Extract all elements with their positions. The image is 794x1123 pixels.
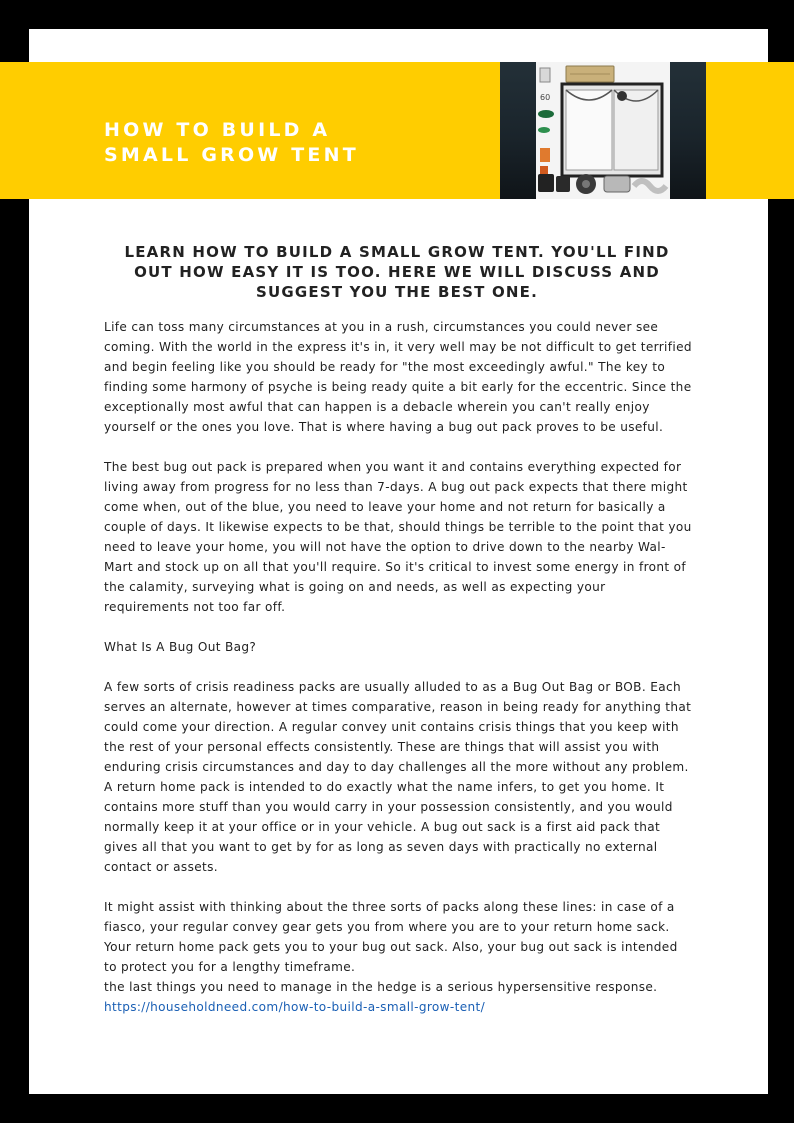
svg-text:60: 60: [540, 93, 551, 102]
product-image: [500, 62, 706, 199]
section-heading: What Is A Bug Out Bag?: [104, 640, 257, 654]
article-body: [104, 317, 694, 1017]
paragraph-best-pack: The best bug out pack is prepared when you want it and contains everything expected for living away from progress for no less than 7-days. A bug out pack expects that there might come when, out of the blue, you need to leave your home and not return for basically a couple of days. It likewise expects to be that, should things be terrible to the point that you need to leave your home, you will not have the option to drive down to the nearby Wal-Mart and stock up on all that you'll require. So it's critical to invest some energy in front of the calamity, surveying what is going on and needs, as well as expecting your requirements not too far off.: [104, 460, 692, 614]
fabric-pots-icon: [538, 174, 570, 192]
paragraph-pack-types: A few sorts of crisis readiness packs are usually alluded to as a Bug Out Bag or BOB. Each serves an alternate, however at times comparative, reason in being ready for anything that could come your direction. A regular convey unit contains crisis things that you keep with the rest of your personal effects consistently. These are things that will assist you with enduring crisis circumstances and day to day challenges all the more without any problem. A return home pack is intended to do exactly what the name infers, to get you home. It contains more stuff than you would carry in your possession consistently, and you would normally keep it at your office or in your vehicle. A bug out sack is a first aid pack that gives all that you want to get by for as long as seven days with practically no external contact or assets.: [104, 680, 692, 874]
carbon-filter-icon: [604, 176, 630, 192]
paragraph-three-packs: It might assist with thinking about the three sorts of packs along these lines: in case of a fiasco, your regular convey gear gets you from where you are to your return home sack. Your return home pack gets you to your bug out sack. Also, your bug out sack is intended to protect you for a lengthy timeframe.: [104, 900, 678, 974]
article-subtitle: LEARN HOW TO BUILD A SMALL GROW TENT. YOU'LL FIND OUT HOW EASY IT IS TOO. HERE WE WILL DISCUSS AND SUGGEST YOU THE BEST ONE.: [124, 243, 670, 301]
title-line-1: HOW TO BUILD A: [104, 119, 331, 141]
page-title: [104, 118, 464, 168]
grow-tent-icon: [562, 84, 662, 176]
source-link[interactable]: https://householdneed.com/how-to-build-a-small-grow-tent/: [104, 1000, 486, 1014]
paragraph-last-things: the last things you need to manage in the hedge is a serious hypersensitive response.: [104, 980, 658, 994]
led-light-icon: [566, 66, 614, 82]
title-line-2: SMALL GROW TENT: [104, 144, 359, 166]
grow-tent-kit-illustration: [500, 62, 706, 199]
paragraph-intro: Life can toss many circumstances at you in a rush, circumstances you could never see coming. With the world in the express it's in, it very well may be not difficult to get terrified and begin feeling like you should be ready for "the most exceedingly awful." The key to finding some harmony of psyche is being ready quite a bit early for the eccentric. Since the exceptionally most awful that can happen is a debacle wherein you can't really enjoy yourself or the ones you love. That is where having a bug out pack proves to be useful.: [104, 320, 692, 434]
inline-fan-icon: [576, 174, 596, 194]
